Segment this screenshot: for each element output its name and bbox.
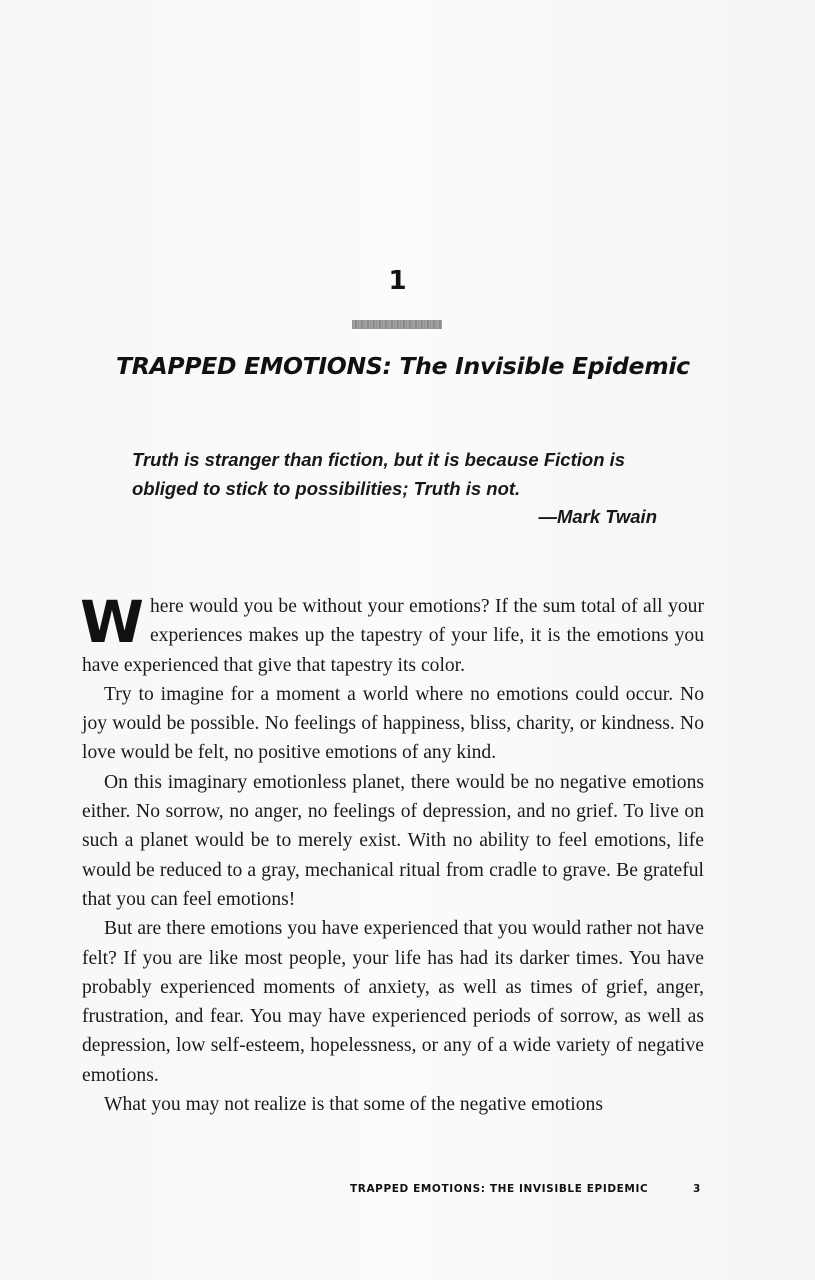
chapter-number: 1	[388, 266, 407, 296]
body-paragraph: On this imaginary emotionless planet, there would be no negative emotions either. No sorrow, no anger, no feelings of depression, and no grief. To live on such a planet would be to merely exist. With no ability to feel emotions, life would be reduced to a gray, mechanical ritual from cradle to grave. Be grateful that you can feel emotions!	[82, 771, 704, 910]
epigraph-line: obliged to stick to possibilities; Truth is not.	[132, 478, 521, 499]
drop-cap: W	[80, 588, 144, 656]
body-text	[80, 588, 704, 1119]
epigraph-line: Truth is stranger than fiction, but it is because Fiction is	[132, 449, 626, 470]
body-paragraph: But are there emotions you have experienced that you would rather not have felt? If you are like most people, your life has had its darker times. You have probably experienced moments of anxiety, as well as times of grief, anger, frustration, and fear. You may have experienced periods of sorrow, as well as depression, low self-esteem, hopelessness, or any of a wide variety of negative emotions.	[82, 918, 704, 1086]
body-paragraph: What you may not realize is that some of the negative emotions	[104, 1094, 603, 1116]
paragraph-text: here would you be without your emotions? If the sum total of all your experiences makes up the tapestry of your life, it is the emotions you have experienced that give that tapestry its color.	[82, 596, 704, 676]
body-paragraph	[80, 588, 704, 680]
epigraph	[132, 445, 672, 503]
body-paragraph: Try to imagine for a moment a world where no emotions could occur. No joy would be possible. No feelings of happiness, bliss, charity, or kindness. No love would be felt, no positive emotions of any kind.	[82, 683, 704, 764]
running-footer: TRAPPED EMOTIONS: THE INVISIBLE EPIDEMIC	[350, 1183, 649, 1195]
epigraph-attribution: —Mark Twain	[538, 506, 657, 527]
chapter-title: TRAPPED EMOTIONS: The Invisible Epidemic	[116, 352, 690, 380]
chapter-ornament-rule	[352, 320, 442, 329]
page-number: 3	[693, 1183, 701, 1195]
